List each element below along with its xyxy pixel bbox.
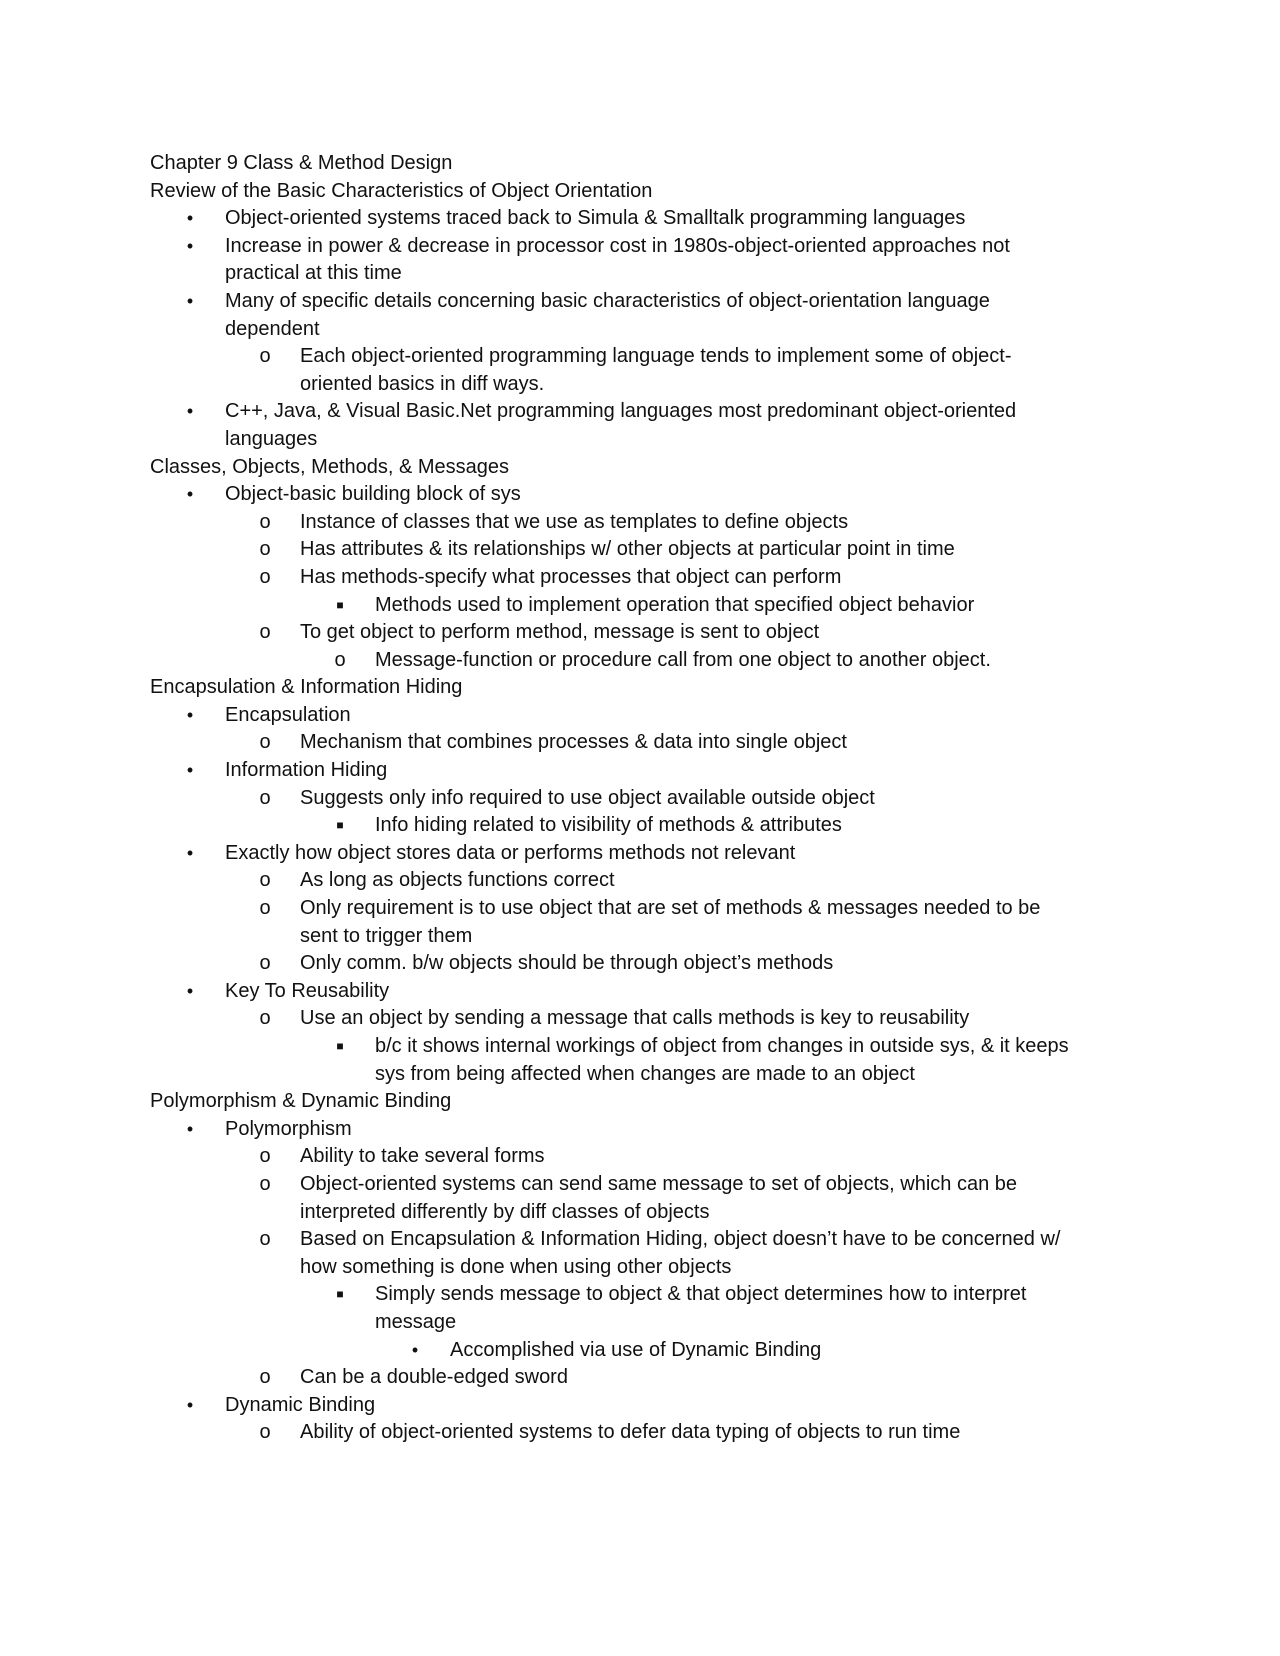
list-item: o Based on Encapsulation & Information Hiding, object doesn’t have to be concerned w/ [150, 1226, 1150, 1254]
bullet-icon: • [186, 980, 194, 1001]
list-item-continuation: languages [225, 427, 318, 450]
circle-bullet-icon: o [259, 345, 271, 368]
list-item: • Object-oriented systems traced back to Simula & Smalltalk programming languages [150, 205, 1150, 233]
list-item: • Information Hiding [150, 757, 1150, 785]
list-item: • Polymorphism [150, 1116, 1150, 1144]
list-item: o Object-oriented systems can send same message to set of objects, which can be [150, 1171, 1150, 1199]
bullet-icon: • [411, 1339, 419, 1360]
list-item-continuation: how something is done when using other objects [300, 1255, 732, 1278]
circle-bullet-icon: o [259, 565, 271, 588]
bullet-icon: • [186, 208, 194, 229]
bullet-icon: • [186, 1118, 194, 1139]
list-item: o Can be a double-edged sword [150, 1364, 1150, 1392]
list-item: o Only comm. b/w objects should be through object’s methods [150, 950, 1150, 978]
circle-bullet-icon: o [259, 1007, 271, 1030]
list-item: o Instance of classes that we use as templates to define objects [150, 509, 1150, 537]
circle-bullet-icon: o [259, 1172, 271, 1195]
bullet-icon: • [186, 1394, 194, 1415]
square-bullet-icon: ■ [336, 818, 344, 833]
list-item-continuation: interpreted differently by diff classes of objects [300, 1200, 710, 1223]
bullet-icon: • [186, 401, 194, 422]
list-item: • Dynamic Binding [150, 1392, 1150, 1420]
circle-bullet-icon: o [259, 1366, 271, 1389]
list-item: o Message-function or procedure call from one object to another object. [150, 647, 1150, 675]
section-heading: Review of the Basic Characteristics of Object Orientation [150, 179, 653, 202]
list-item: • Key To Reusability [150, 978, 1150, 1006]
circle-bullet-icon: o [259, 510, 271, 533]
square-bullet-icon: ■ [336, 1287, 344, 1302]
circle-bullet-icon: o [259, 952, 271, 975]
document-page [150, 150, 1150, 1447]
list-item: ■ Methods used to implement operation that specified object behavior [150, 592, 1150, 620]
section-heading: Encapsulation & Information Hiding [150, 676, 463, 699]
list-item: o Use an object by sending a message that calls methods is key to reusability [150, 1005, 1150, 1033]
list-item: • Accomplished via use of Dynamic Binding [150, 1337, 1150, 1365]
list-item: o Ability of object-oriented systems to defer data typing of objects to run time [150, 1419, 1150, 1447]
circle-bullet-icon: o [259, 786, 271, 809]
list-item: • C++, Java, & Visual Basic.Net programming languages most predominant object-oriented [150, 398, 1150, 426]
circle-bullet-icon: o [259, 1145, 271, 1168]
list-item: ■ Info hiding related to visibility of methods & attributes [150, 812, 1150, 840]
list-item: o Has methods-specify what processes that object can perform [150, 564, 1150, 592]
list-item: o Each object-oriented programming language tends to implement some of object- [150, 343, 1150, 371]
list-item: o Ability to take several forms [150, 1143, 1150, 1171]
circle-bullet-icon: o [259, 538, 271, 561]
bullet-icon: • [186, 484, 194, 505]
list-item-continuation: practical at this time [225, 262, 402, 285]
circle-bullet-icon: o [259, 1421, 271, 1444]
list-item: • Increase in power & decrease in processor cost in 1980s-object-oriented approaches not [150, 233, 1150, 261]
list-item: o To get object to perform method, message is sent to object [150, 619, 1150, 647]
list-item-continuation: dependent [225, 317, 320, 340]
list-item: o Has attributes & its relationships w/ other objects at particular point in time [150, 536, 1150, 564]
list-item: o Only requirement is to use object that are set of methods & messages needed to be [150, 895, 1150, 923]
circle-bullet-icon: o [259, 731, 271, 754]
list-item: o As long as objects functions correct [150, 867, 1150, 895]
list-item: o Mechanism that combines processes & data into single object [150, 729, 1150, 757]
bullet-icon: • [186, 842, 194, 863]
list-item-continuation: message [375, 1310, 457, 1333]
bullet-icon: • [186, 704, 194, 725]
section-heading: Polymorphism & Dynamic Binding [150, 1090, 452, 1113]
square-bullet-icon: ■ [336, 1039, 344, 1053]
circle-bullet-icon: o [334, 648, 346, 671]
list-item-continuation: sys from being affected when changes are made to an object [375, 1062, 915, 1085]
square-bullet-icon: ■ [336, 597, 344, 612]
bullet-icon: • [186, 760, 194, 781]
circle-bullet-icon: o [259, 869, 271, 892]
list-item-continuation: oriented basics in diff ways. [300, 372, 545, 395]
list-item-continuation: sent to trigger them [300, 924, 473, 947]
circle-bullet-icon: o [259, 897, 271, 920]
list-item: • Encapsulation [150, 702, 1150, 730]
list-item: o Suggests only info required to use object available outside object [150, 785, 1150, 813]
list-item: ■ Simply sends message to object & that object determines how to interpret [150, 1281, 1150, 1309]
list-item: • Object-basic building block of sys [150, 481, 1150, 509]
list-item: • Many of specific details concerning basic characteristics of object-orientation language [150, 288, 1150, 316]
list-item: • Exactly how object stores data or performs methods not relevant [150, 840, 1150, 868]
circle-bullet-icon: o [259, 621, 271, 644]
bullet-icon: • [186, 235, 194, 256]
bullet-icon: • [186, 290, 194, 311]
section-heading: Classes, Objects, Methods, & Messages [150, 455, 510, 478]
circle-bullet-icon: o [259, 1228, 271, 1251]
list-item: ■ b/c it shows internal workings of object from changes in outside sys, & it keeps [150, 1033, 1150, 1061]
chapter-title: Chapter 9 Class & Method Design [150, 152, 453, 174]
